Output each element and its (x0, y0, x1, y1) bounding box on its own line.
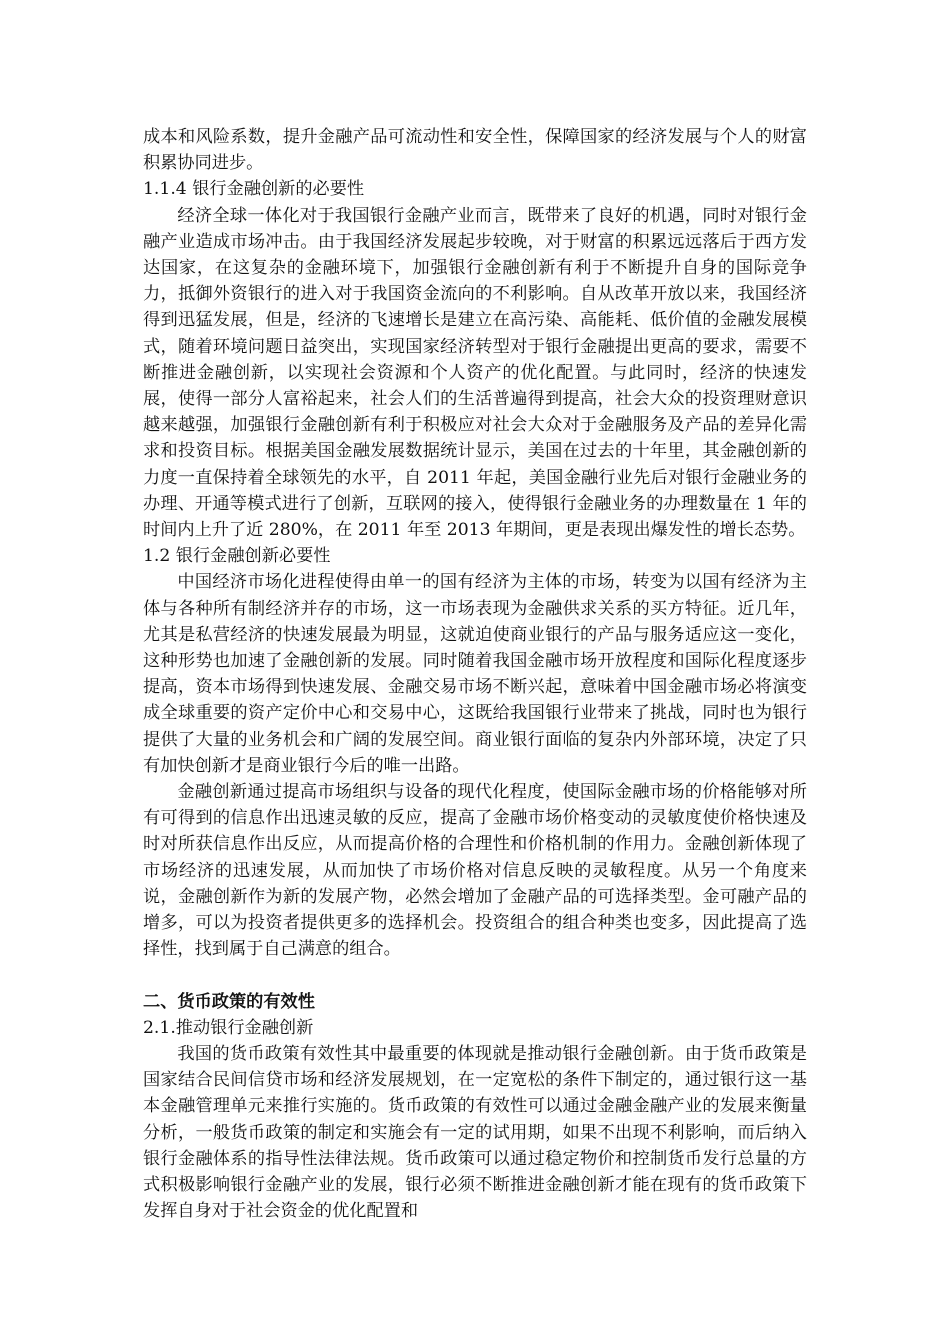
heading-1-2: 1.2 银行金融创新必要性 (143, 546, 331, 567)
paragraph-1-2-b: 金融创新通过提高市场组织与设备的现代化程度，使国际金融市场的价格能够对所有可得到的信息作出迅速灵敏的反应，提高了金融市场价格变动的灵敏度使价格快速及时对所获信息作出反应，从而提高价格的合理性和价格机制的作用力。金融创新体现了市场经济的迅速发展，从而加快了市场价格对信息反映的灵敏程度。从另一个角度来说，金融创新作为新的发展产物，必然会增加了金融产品的可选择类型。金可融产品的增多，可以为投资者提供更多的选择机会。投资组合的组合种类也变多，因此提高了选择性，找到属于自己满意的组合。 (143, 782, 807, 960)
paragraph-1-1-4: 经济全球一体化对于我国银行金融产业而言，既带来了良好的机遇，同时对银行金融产业造成市场冲击。由于我国经济发展起步较晚，对于财富的积累远远落后于西方发达国家，在这复杂的金融环境下，加强银行金融创新有利于不断提升自身的国际竞争力，抵御外资银行的进入对于我国资金流向的不利影响。自从改革开放以来，我国经济得到迅猛发展，但是，经济的飞速增长是建立在高污染、高能耗、低价值的金融发展模式，随着环境问题日益突出，实现国家经济转型对于银行金融提出更高的要求，需要不断推进金融创新，以实现社会资源和个人资产的优化配置。与此同时，经济的快速发展，使得一部分人富裕起来，社会人们的生活普遍得到提高，社会大众的投资理财意识越来越强，加强银行金融创新有利于积极应对社会大众对于金融服务及产品的差异化需求和投资目标。根据美国金融发展数据统计显示，美国在过去的十年里，其金融创新的力度一直保持着全球领先的水平，自 2011 年起，美国金融行业先后对银行金融业务的办理、开通等模式进行了创新，互联网的接入，使得银行金融业务的办理数量在 1 年的时间内上升了近 280%，在 2011 年至 2013 年期间，更是表现出爆发性的增长态势。 (143, 205, 807, 541)
heading-1-1-4: 1.1.4 银行金融创新的必要性 (143, 179, 365, 200)
heading-2-1: 2.1.推动银行金融创新 (143, 1017, 314, 1038)
paragraph-2-1: 我国的货币政策有效性其中最重要的体现就是推动银行金融创新。由于货币政策是国家结合民间信贷市场和经济发展规划，在一定宽松的条件下制定的，通过银行这一基本金融管理单元来推行实施的。货币政策的有效性可以通过金融金融产业的发展来衡量分析，一般货币政策的制定和实施会有一定的试用期，如果不出现不利影响，而后纳入银行金融体系的指导性法律法规。货币政策可以通过稳定物价和控制货币发行总量的方式积极影响银行金融产业的发展，银行必须不断推进金融创新才能在现有的货币政策下发挥自身对于社会资金的优化配置和 (143, 1043, 807, 1222)
section-2-title: 二、货币政策的有效性 (143, 991, 315, 1012)
document-page (143, 124, 807, 1224)
blank-line (143, 963, 807, 989)
paragraph-1-2-a: 中国经济市场化进程使得由单一的国有经济为主体的市场，转变为以国有经济为主体与各种所有制经济并存的市场，这一市场表现为金融供求关系的买方特征。近几年，尤其是私营经济的快速发展最为明显，这就迫使商业银行的产品与服务适应这一变化，这种形势也加速了金融创新的发展。同时随着我国金融市场开放程度和国际化程度逐步提高，资本市场得到快速发展、金融交易市场不断兴起，意味着中国金融市场必将演变成全球重要的资产定价中心和交易中心，这既给我国银行业带来了挑战，同时也为银行提供了大量的业务机会和广阔的发展空间。商业银行面临的复杂内外部环境，决定了只有加快创新才是商业银行今后的唯一出路。 (143, 572, 807, 776)
continuation-paragraph: 成本和风险系数，提升金融产品可流动性和安全性，保障国家的经济发展与个人的财富积累协同进步。 (143, 127, 807, 174)
